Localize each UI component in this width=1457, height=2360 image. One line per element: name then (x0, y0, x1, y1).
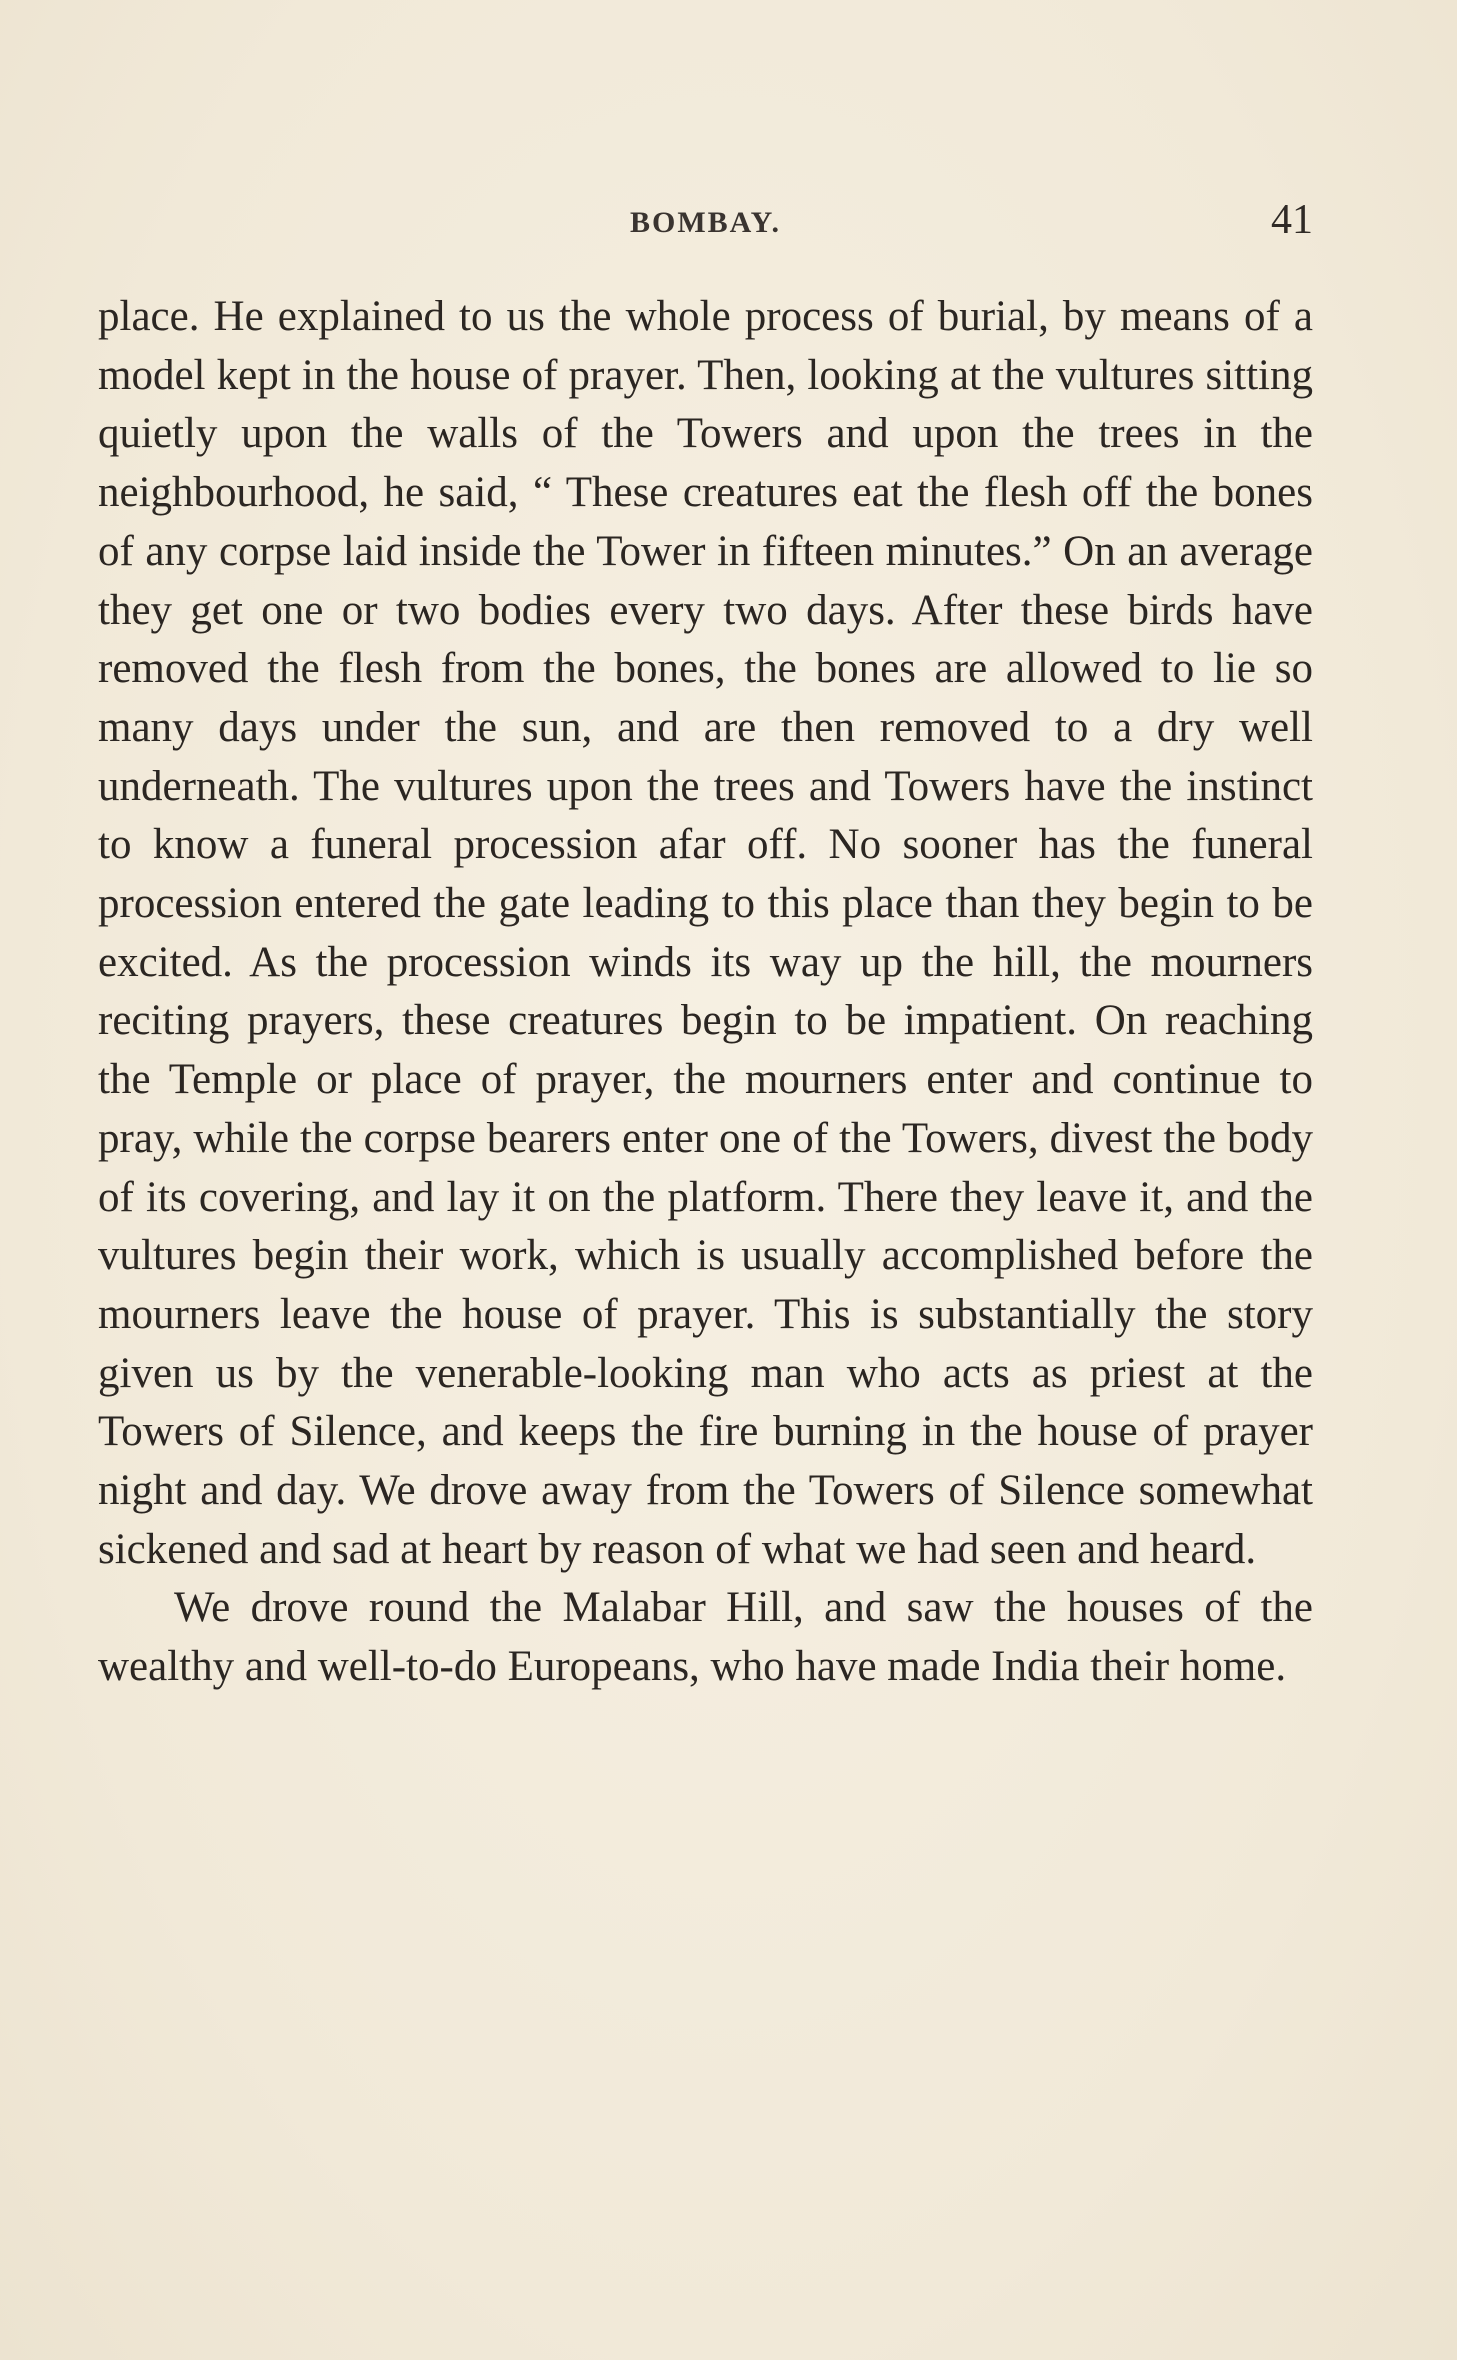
body-text (98, 288, 1313, 1697)
running-head: BOMBAY. (630, 206, 781, 239)
page-number: 41 (1271, 197, 1313, 243)
paragraph-1: place. He explained to us the whole process of burial, by means of a model kept in the house of prayer. Then, looking at the vultures sitting quietly upon the walls of the Towers and upon the trees in the neighbourhood, he said, “ These creatures eat the flesh off the bones of any corpse laid inside the Tower in fifteen minutes.” On an average they get one or two bodies every two days. After these birds have removed the flesh from the bones, the bones are allowed to lie so many days under the sun, and are then removed to a dry well underneath. The vultures upon the trees and Towers have the instinct to know a funeral procession afar off. No sooner has the funeral procession entered the gate leading to this place than they begin to be excited. As the procession winds its way up the hill, the mourners reciting prayers, these creatures begin to be impatient. On reaching the Temple or place of prayer, the mourners enter and continue to pray, while the corpse bearers enter one of the Towers, divest the body of its covering, and lay it on the platform. There they leave it, and the vultures begin their work, which is usually accomplished before the mourners leave the house of prayer. This is substantially the story given us by the venerable-looking man who acts as priest at the Towers of Silence, and keeps the fire burning in the house of prayer night and day. We drove away from the Towers of Silence somewhat sickened and sad at heart by reason of what we had seen and heard. (98, 293, 1313, 1573)
page-header (98, 196, 1313, 246)
paragraph-2: We drove round the Malabar Hill, and saw the houses of the wealthy and well-to-do Europeans, who have made India their home. (98, 1584, 1313, 1691)
